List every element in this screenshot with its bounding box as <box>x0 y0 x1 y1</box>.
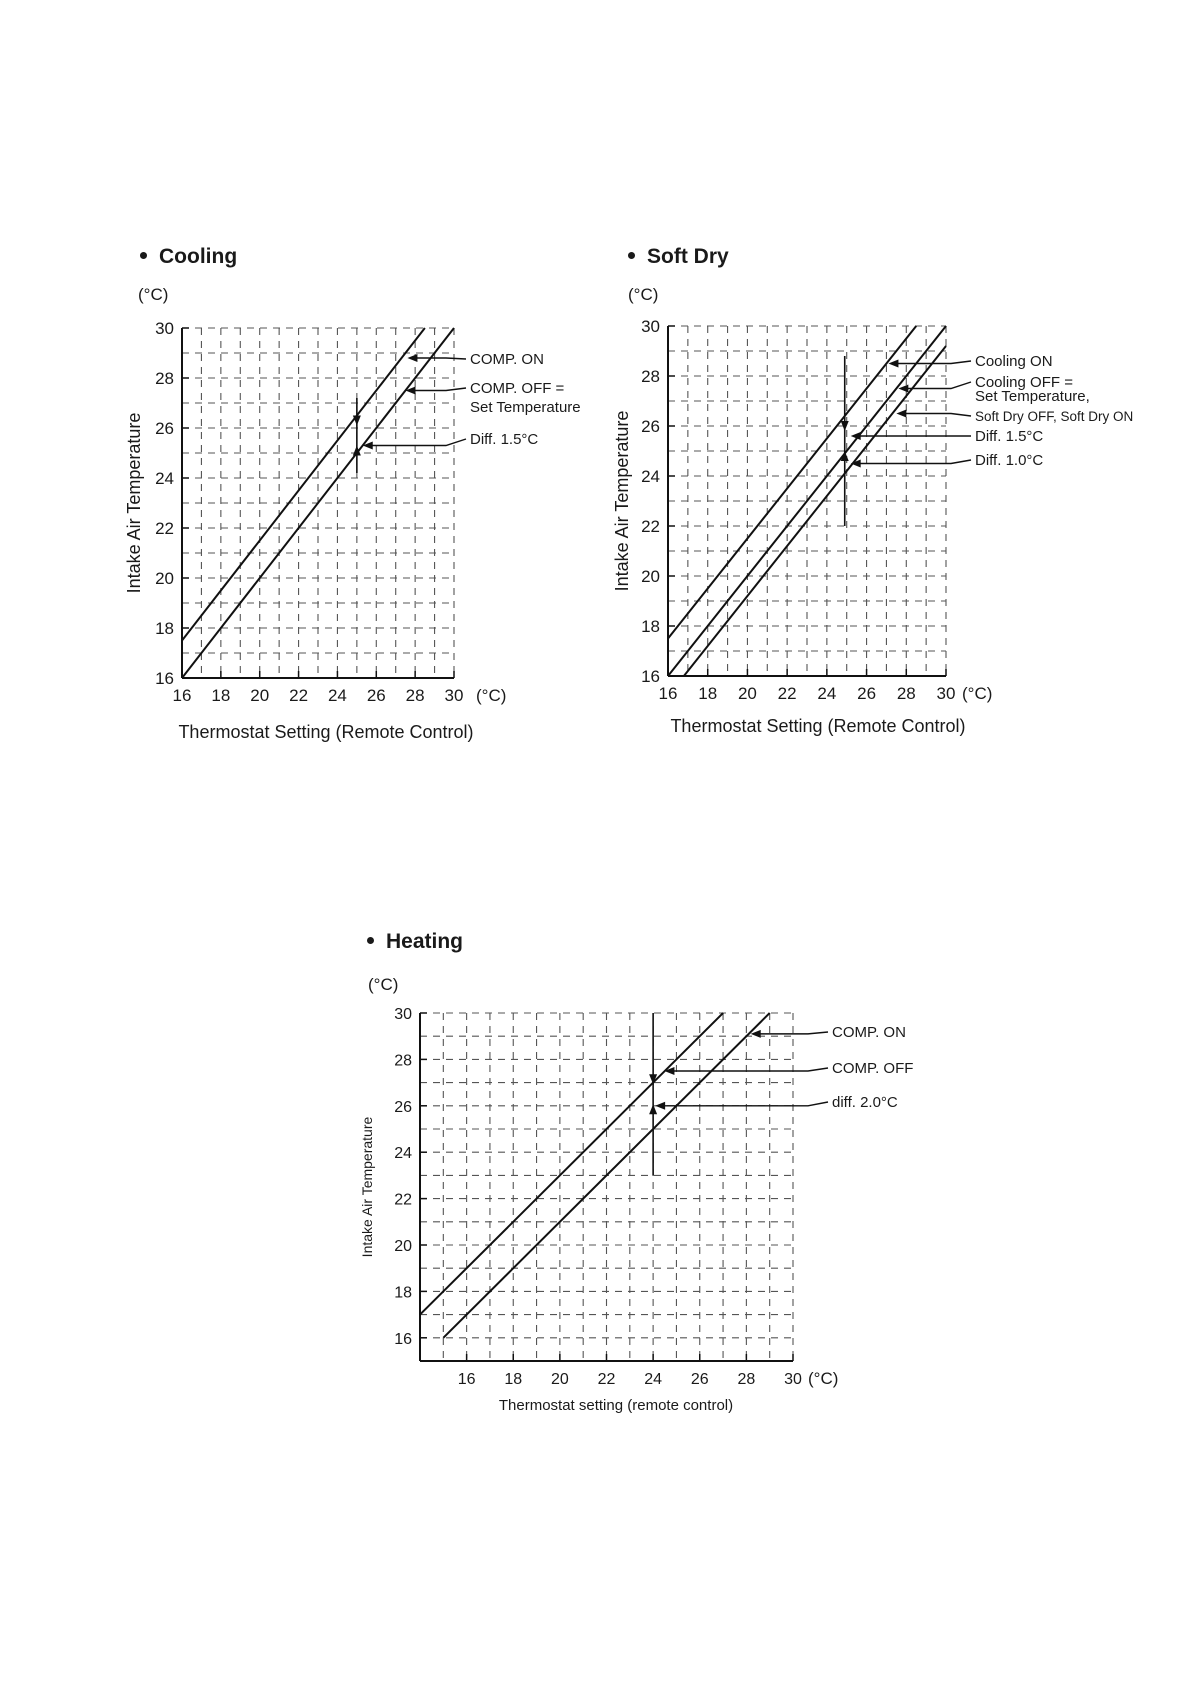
y-tick-label: 24 <box>641 467 660 486</box>
x-tick-label: 30 <box>936 684 956 703</box>
x-tick-label: 20 <box>737 684 757 703</box>
x-tick-label: 22 <box>597 1371 616 1388</box>
y-tick-label: 20 <box>394 1238 412 1255</box>
annotation-label: Diff. 1.5°C <box>975 428 1044 445</box>
y-unit-label: (°C) <box>138 285 169 304</box>
x-axis-title: Thermostat Setting (Remote Control) <box>670 716 966 736</box>
x-tick-label: 16 <box>457 1371 476 1388</box>
x-tick-label: 26 <box>366 686 386 705</box>
x-tick-label: 18 <box>504 1371 523 1388</box>
left-arrow-icon <box>655 1102 665 1110</box>
annotation-label: Diff. 1.5°C <box>470 431 539 448</box>
annotation-label: COMP. ON <box>832 1024 906 1041</box>
x-tick-label: 20 <box>250 686 270 705</box>
x-tick-label: 16 <box>172 686 192 705</box>
y-tick-label: 16 <box>394 1330 412 1348</box>
y-tick-label: 28 <box>155 369 174 388</box>
x-tick-label: 28 <box>405 686 425 705</box>
x-tick-label: 28 <box>737 1371 756 1388</box>
y-tick-label: 28 <box>641 367 660 386</box>
x-tick-label: 24 <box>817 684 837 703</box>
y-tick-label: 30 <box>394 1006 412 1023</box>
y-tick-label: 30 <box>641 317 660 336</box>
y-tick-label: 26 <box>394 1098 412 1116</box>
x-tick-label: 18 <box>698 684 718 703</box>
x-tick-label: 18 <box>211 686 231 705</box>
x-unit-label: (°C) <box>476 686 507 705</box>
x-tick-label: 22 <box>777 684 797 703</box>
x-tick-label: 20 <box>550 1371 569 1388</box>
y-tick-label: 26 <box>155 419 174 438</box>
annotation-label: Diff. 1.0°C <box>975 452 1044 469</box>
annotation-leader <box>663 1102 828 1106</box>
y-unit-label: (°C) <box>368 975 399 994</box>
y-axis-title: Intake Air Temperature <box>124 412 144 594</box>
x-tick-label: 16 <box>658 684 678 703</box>
x-axis-title: Thermostat setting (remote control) <box>498 1397 734 1414</box>
annotation-label: COMP. OFF = <box>470 380 565 397</box>
y-tick-label: 16 <box>641 667 660 686</box>
y-tick-label: 22 <box>155 519 174 538</box>
x-tick-label: 24 <box>327 686 347 705</box>
x-tick-label: 26 <box>857 684 877 703</box>
annotation-label: diff. 2.0°C <box>832 1094 898 1111</box>
annotation-label-line2: Set Temperature <box>470 399 581 416</box>
x-tick-label: 30 <box>444 686 464 705</box>
y-axis-title: Intake Air Temperature <box>359 1116 375 1258</box>
y-tick-label: 18 <box>394 1284 412 1302</box>
annotation-label-line2: Set Temperature, <box>975 388 1090 405</box>
annotation-label: Soft Dry OFF, Soft Dry ON <box>975 409 1134 424</box>
y-tick-label: 16 <box>155 669 174 688</box>
left-arrow-icon <box>664 1067 674 1075</box>
y-tick-label: 20 <box>641 567 660 586</box>
annotation-leader <box>672 1068 828 1071</box>
y-tick-label: 18 <box>641 617 660 636</box>
y-tick-label: 30 <box>155 319 174 338</box>
y-tick-label: 18 <box>155 619 174 638</box>
annotation-label: COMP. OFF <box>832 1060 914 1077</box>
x-tick-label: 30 <box>784 1371 802 1388</box>
y-axis-title: Intake Air Temperature <box>612 410 632 592</box>
x-tick-label: 28 <box>896 684 916 703</box>
x-unit-label: (°C) <box>808 1369 839 1388</box>
y-tick-label: 20 <box>155 569 174 588</box>
y-tick-label: 24 <box>394 1145 412 1163</box>
cooling-title-text: Cooling <box>159 245 238 268</box>
y-tick-label: 22 <box>394 1191 412 1209</box>
annotation-label: Cooling ON <box>975 353 1053 370</box>
series-line-1 <box>420 1013 723 1315</box>
x-tick-label: 26 <box>690 1371 709 1388</box>
annotation-label: Cooling OFF = <box>975 374 1073 391</box>
y-unit-label: (°C) <box>628 285 659 304</box>
soft-dry-title-text: Soft Dry <box>647 245 729 268</box>
x-unit-label: (°C) <box>962 684 993 703</box>
y-tick-label: 26 <box>641 417 660 436</box>
annotation-label: COMP. ON <box>470 351 544 368</box>
y-tick-label: 28 <box>394 1052 412 1070</box>
y-tick-label: 24 <box>155 469 174 488</box>
x-axis-title: Thermostat Setting (Remote Control) <box>178 722 474 742</box>
x-tick-label: 22 <box>289 686 309 705</box>
x-tick-label: 24 <box>644 1371 663 1388</box>
y-tick-label: 22 <box>641 517 660 536</box>
heating-title-text: Heating <box>386 930 464 953</box>
